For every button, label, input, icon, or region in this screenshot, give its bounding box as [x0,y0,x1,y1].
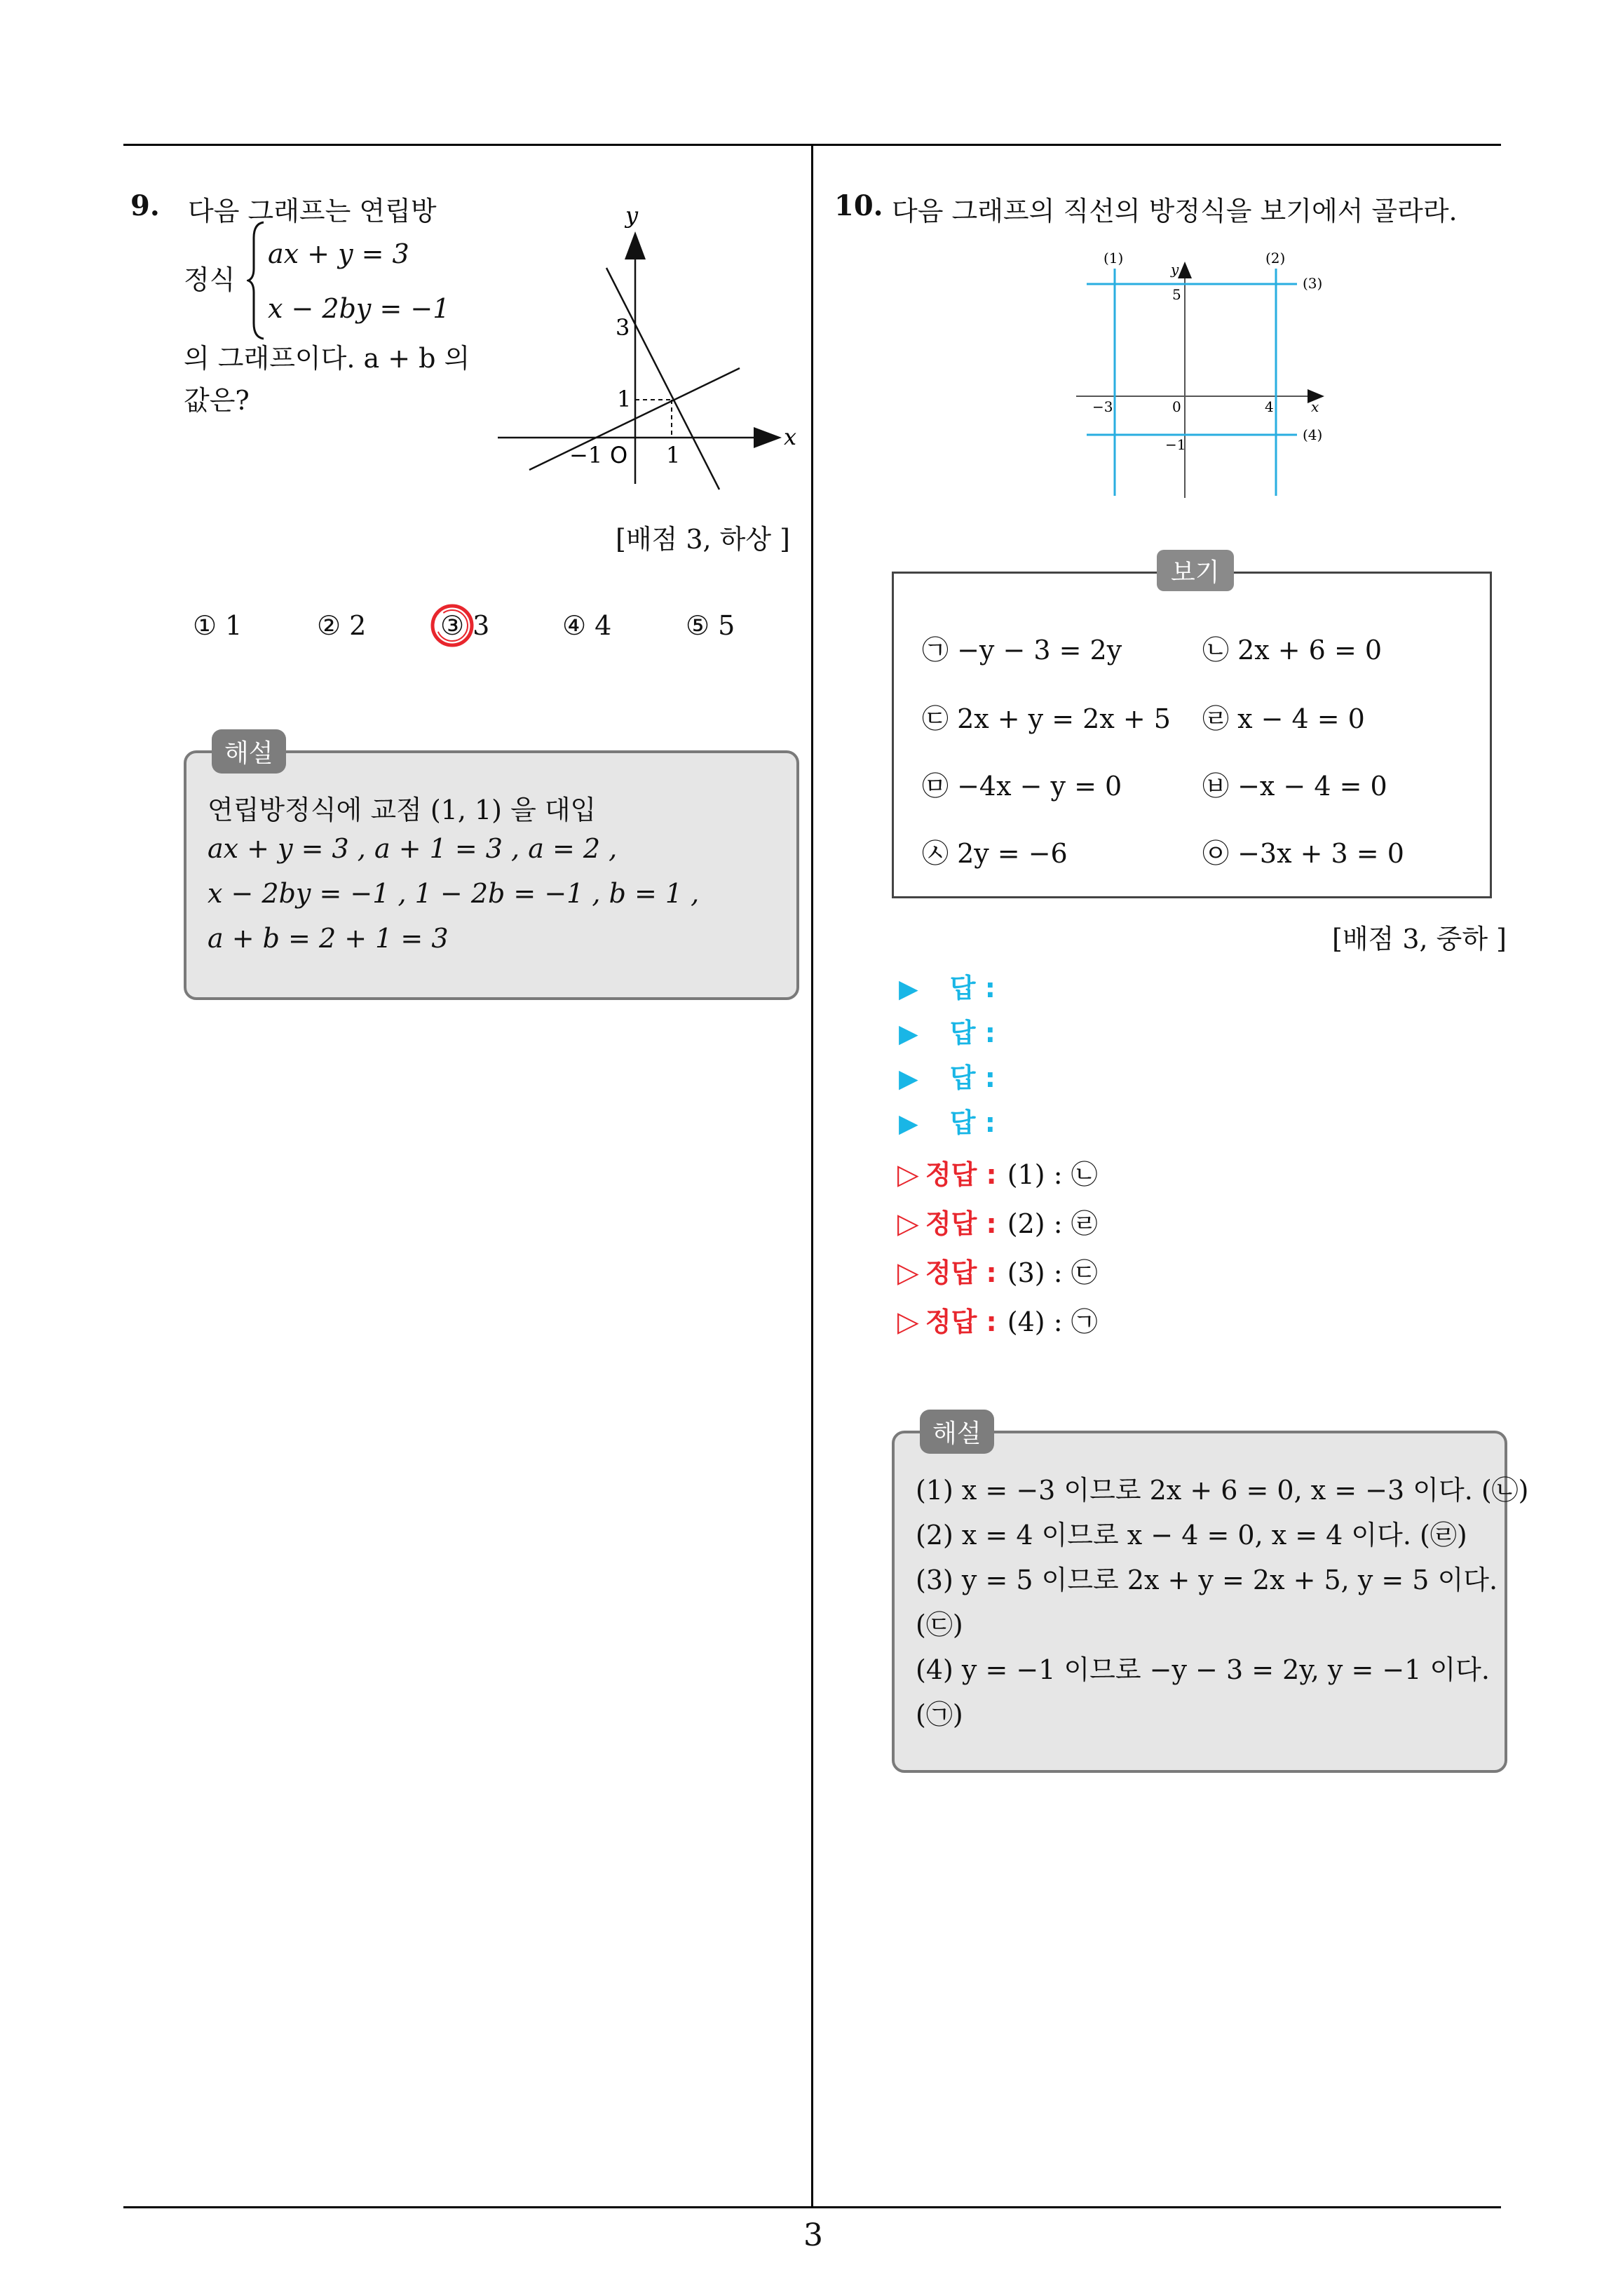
score: [배점 3, 하상 ] [616,524,790,555]
outline-play-icon: ▷ [897,1208,919,1240]
answer-line[interactable] [899,1101,996,1140]
question-stem-line: 의 그래프이다. a + b 의 [184,343,470,374]
q10-graph [1073,249,1339,501]
question-stem-line: 다음 그래프는 연립방 [188,196,437,227]
tick-1-y: 1 [617,386,632,412]
answer-line[interactable] [899,1011,996,1050]
question-stem-line: 값은? [184,385,250,416]
boki-item: ㉣ x − 4 = 0 [1202,703,1365,734]
choice-1[interactable]: ① 1 [193,610,243,641]
y-label: y [1171,261,1179,278]
play-icon: ▶ [899,1065,918,1093]
answer-label: 답 : [949,1062,996,1093]
explanation-line: (㉢) [916,1609,963,1640]
key-label: 정답 : [925,1257,997,1288]
key-value: (1) : ㉡ [1007,1159,1098,1190]
boki-item: ㉤ −4x − y = 0 [922,771,1122,802]
explanation-line: (2) x = 4 이므로 x − 4 = 0, x = 4 이다. (㉣) [916,1520,1467,1551]
answer-label: 답 : [949,1107,996,1138]
boki-item: ㉦ 2y = −6 [922,838,1068,869]
answer-line[interactable] [899,1056,996,1095]
tick-1-x: 1 [666,442,681,468]
tick-4: 4 [1265,398,1274,415]
tick-3: 3 [616,314,630,341]
boki-item: ㉠ −y − 3 = 2y [922,635,1122,666]
selected-answer-mark [424,597,480,654]
explanation-box [892,1431,1529,1773]
tick-minus-3: −3 [1092,398,1113,415]
y-label: y [625,203,639,229]
explanation-line: (3) y = 5 이므로 2x + y = 2x + 5, y = 5 이다. [916,1565,1498,1595]
key-label: 정답 : [925,1159,997,1190]
outline-play-icon: ▷ [897,1159,919,1191]
explanation-line: 연립방정식에 교점 (1, 1) 을 대입 [208,795,597,825]
explanation-line: (1) x = −3 이므로 2x + 6 = 0, x = −3 이다. (㉡) [916,1475,1529,1506]
explanation-line: (㉠) [916,1699,963,1730]
key-value: (2) : ㉣ [1007,1208,1098,1239]
play-icon: ▶ [899,1020,918,1048]
tick-minus-1: −1 [1165,436,1186,453]
explanation-tag: 해설 [212,729,286,774]
line-label-2: (2) [1265,250,1286,266]
tick-0: 0 [1172,398,1181,415]
key-line [897,1202,1098,1241]
key-line [897,1153,1098,1191]
answer-line[interactable] [899,966,996,1005]
key-value: (3) : ㉢ [1007,1257,1098,1288]
tick-minus-1: −1 [569,442,603,468]
line-label-1: (1) [1103,250,1124,266]
boki-item: ㉧ −3x + 3 = 0 [1202,838,1404,869]
bottom-rule [123,2206,1501,2208]
explanation-tag: 해설 [920,1410,994,1454]
boki-item: ㉡ 2x + 6 = 0 [1202,635,1383,666]
tick-5: 5 [1172,286,1181,303]
question-stem-prefix: 정식 [184,264,236,295]
choice-5[interactable]: ⑤ 5 [686,610,735,641]
q9-graph [491,203,813,498]
boki-item: ㉢ 2x + y = 2x + 5 [922,703,1171,734]
key-value: (4) : ㉠ [1007,1306,1098,1337]
boki-tag: 보기 [1157,550,1234,591]
explanation-box [184,750,799,1000]
answer-label: 답 : [949,973,996,1004]
line-label-3: (3) [1303,275,1323,292]
choice-2[interactable]: ② 2 [317,610,367,641]
choice-4[interactable]: ④ 4 [562,610,612,641]
x-label: x [1311,398,1319,415]
key-line [897,1251,1098,1290]
play-icon: ▶ [899,1109,918,1138]
outline-play-icon: ▷ [897,1306,919,1338]
key-label: 정답 : [925,1208,997,1239]
boki-item: ㉥ −x − 4 = 0 [1202,771,1387,802]
explanation-line: (4) y = −1 이므로 −y − 3 = 2y, y = −1 이다. [916,1654,1490,1685]
x-label: x [784,424,797,450]
explanation-line: ax + y = 3 , a + 1 = 3 , a = 2 , [208,833,618,864]
key-line [897,1300,1098,1339]
system-brace [247,221,266,340]
equation-2: x − 2by = −1 [268,293,450,324]
question-stem: 다음 그래프의 직선의 방정식을 보기에서 골라라. [892,196,1458,227]
line-label-4: (4) [1303,426,1323,443]
choice-3[interactable]: ③ 3 [440,610,490,641]
choice-list-box [892,572,1492,898]
equation-1: ax + y = 3 [268,238,409,269]
question-number: 10. [834,189,883,222]
page-number: 3 [803,2217,823,2253]
outline-play-icon: ▷ [897,1257,919,1289]
key-label: 정답 : [925,1306,997,1337]
answer-label: 답 : [949,1018,996,1048]
explanation-line: x − 2by = −1 , 1 − 2b = −1 , b = 1 , [208,878,700,909]
question-number: 9. [130,189,160,222]
explanation-line: a + b = 2 + 1 = 3 [208,923,449,954]
origin-label: O [610,442,628,468]
score: [배점 3, 중하 ] [1332,924,1507,954]
play-icon: ▶ [899,975,918,1004]
